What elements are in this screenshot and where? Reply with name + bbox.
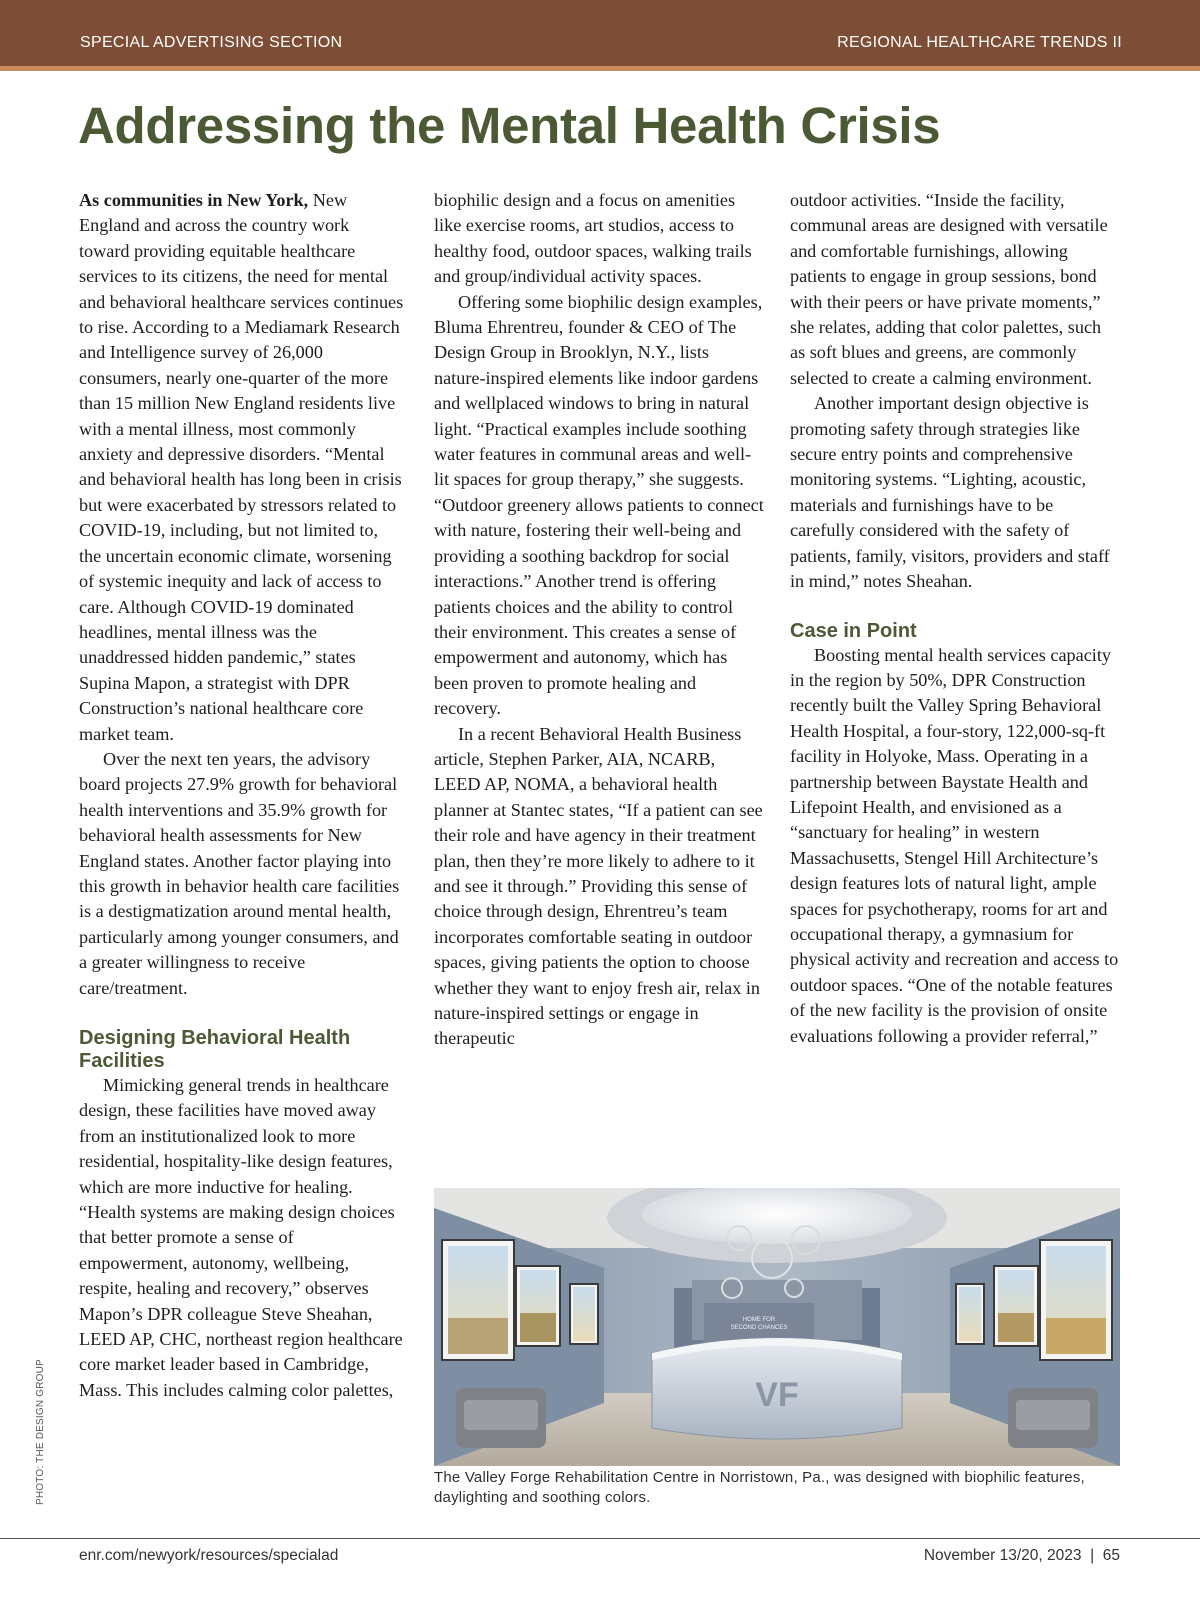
paragraph: Boosting mental health services capacity in the region by 50%, DPR Construction recently built the Valley Spring Behavioral Health Hospital, a four-story, 122,000-sq-ft facility in Holyoke, Mass. Operating in a partnership between Baystate Health and Lifepoint Health, and envisioned as a “sanctuary for healing” in western Massachusetts, Stengel Hill Architecture’s design features lots of natural light, ample spaces for psychotherapy, rooms for art and occupational therapy, a gymnasium for physical activity and recreation and access to outdoor spaces. “One of the notable features of the new facility is the provision of onsite evaluations following a provider referral,” (790, 644, 1119, 1046)
section-label: SPECIAL ADVERTISING SECTION (80, 34, 343, 51)
paragraph: Another important design objective is promoting safety through strategies like secure entry points and comprehensive monitoring systems. “Lighting, acoustic, materials and furnishings have to be carefully considered with the safety of patients, family, visitors, providers and staff in mind,” notes Sheahan. (790, 393, 1110, 592)
paragraph-text: New England and across the country work toward providing equitable healthcare services to its citizens, the need for mental and behavioral healthcare services continues to rise. According to a Mediamark Research and Intelligence survey of 26,000 consumers, nearly one-quarter of the more than 15 million New England residents live with a mental illness, most commonly anxiety and depressive disorders. “Mental and behavioral health has long been in crisis but were exacerbated by stressors related to COVID-19, including, but not limited to, the uncertain economic climate, worsening of systemic inequity and lack of access to care. Although COVID-19 dominated headlines, mental illness was the unaddressed hidden pandemic,” states Supina Mapon, a strategist with DPR Construction’s national healthcare core market team. (79, 190, 404, 744)
paragraph: Over the next ten years, the advisory board projects 27.9% growth for behavioral health interventions and 35.9% growth for behavioral health assessments for New England states. Another factor playing into this growth in behavior health care facilities is a destigmatization around mental health, particularly among younger consumers, and a greater willingness to receive care/treatment. (79, 748, 400, 998)
svg-text:VF: VF (755, 1376, 799, 1414)
paragraph: In a recent Behavioral Health Business article, Stephen Parker, AIA, NCARB, LEED AP, NOMA, a behavioral health planner at Stantec states, “If a patient can see their role and have agency in their treatment plan, then they’re more likely to adhere to it and see it through.” Providing this sense of choice through design, Ehrentreu’s team incorporates comfortable seating in outdoor spaces, giving patients the option to choose whether they want to enjoy fresh air, relax in nature-inspired settings or engage in therapeutic (434, 723, 763, 1049)
section-banner (0, 0, 1200, 71)
article-column-1 (79, 188, 404, 1403)
sign-text-2: SECOND CHANCES (730, 1325, 788, 1331)
lobby-photo (434, 1188, 1120, 1466)
paragraph: Offering some biophilic design examples, Bluma Ehrentreu, founder & CEO of The Design Group in Brooklyn, N.Y., lists nature-inspired elements like indoor gardens and wellplaced windows to bring in natural light. “Practical examples include soothing water features in communal areas and well-lit spaces for group therapy,” she suggests. “Outdoor greenery allows patients to connect with nature, fostering their well-being and providing a soothing backdrop for social interactions.” Another trend is offering patients choices and the ability to control their environment. This creates a sense of empowerment and autonomy, which has been proven to promote healing and recovery. (434, 291, 764, 719)
photo-caption: The Valley Forge Rehabilitation Centre in Norristown, Pa., was designed with biophilic features, daylighting and soothing colors. (434, 1469, 1085, 1506)
footer-divider (0, 1538, 1200, 1539)
article-title: Addressing the Mental Health Crisis (78, 97, 941, 154)
section-series-label: REGIONAL HEALTHCARE TRENDS II (837, 34, 1122, 51)
paragraph: Mimicking general trends in healthcare design, these facilities have moved away from an institutionalized look to more residential, hospitality-like design features, which are more inductive for healing. “Health systems are making design choices that better promote a sense of empowerment, autonomy, wellbeing, respite, healing and recovery,” observes Mapon’s DPR colleague Steve Sheahan, LEED AP, CHC, northeast region healthcare core market leader based in Cambridge, Mass. This includes calming color palettes, (79, 1075, 403, 1400)
subheading: Case in Point (790, 619, 917, 642)
article-column-2 (434, 188, 764, 1052)
lead-in: As communities in New York, (79, 190, 309, 210)
article-column-3 (790, 188, 1120, 1049)
paragraph (79, 188, 404, 747)
paragraph: biophilic design and a focus on amenities like exercise rooms, art studios, access to healthy food, outdoor spaces, walking trails and group/individual activity spaces. (434, 190, 752, 287)
paragraph: outdoor activities. “Inside the facility, communal areas are designed with versatile and comfortable furnishings, allowing patients to engage in group sessions, bond with their peers or have private moments,” she relates, adding that color palettes, such as soft blues and greens, are commonly selected to create a calming environment. (790, 190, 1108, 388)
footer-date-page: November 13/20, 2023 | 65 (923, 1547, 1120, 1564)
sign-text-1: HOME FOR (742, 1317, 776, 1323)
subheading: Designing Behavioral Health Facilities (79, 1027, 351, 1072)
photo-credit: PHOTO: THE DESIGN GROUP (35, 1359, 46, 1505)
footer-url: enr.com/newyork/resources/specialad (79, 1547, 339, 1564)
